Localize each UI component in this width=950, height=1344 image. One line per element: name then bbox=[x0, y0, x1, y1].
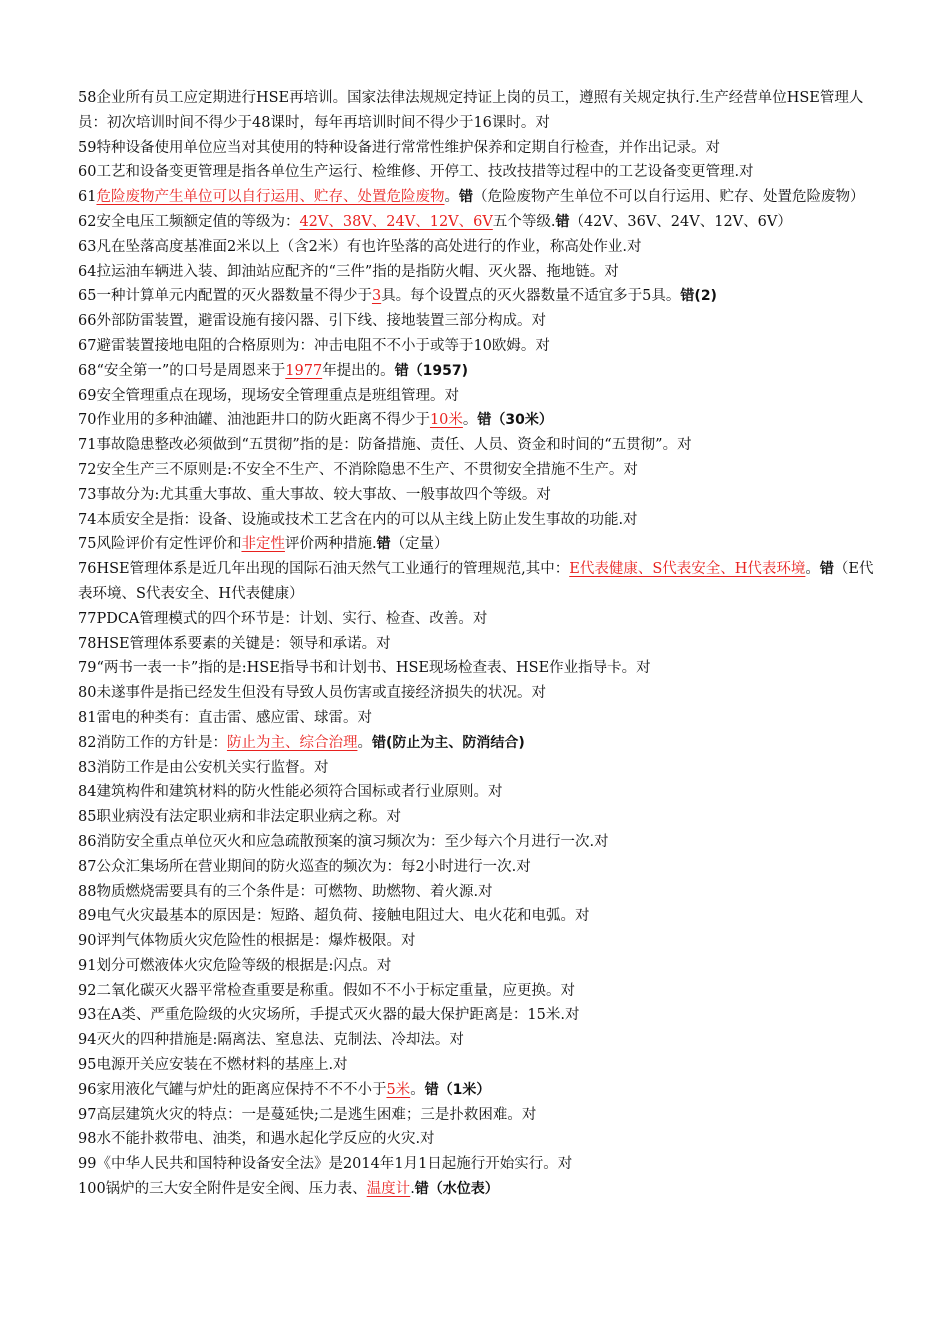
statement-text: 五个等级. bbox=[492, 213, 556, 230]
question-item-q62 bbox=[78, 210, 880, 235]
wrong-statement-text: 温度计 bbox=[366, 1181, 411, 1198]
wrong-statement-text: 5米 bbox=[386, 1081, 411, 1098]
statement-text: （危险废物产生单位不可以自行运用、贮存、处置危险废物） bbox=[472, 189, 865, 206]
question-item-q63 bbox=[78, 235, 880, 260]
statement-text: 65一种计算单元内配置的灭火器数量不得少于 bbox=[78, 288, 372, 305]
question-item-q66 bbox=[78, 309, 880, 334]
verdict-label: 错（30米） bbox=[477, 412, 553, 429]
statement-text: 67避雷装置接地电阻的合格原则为：冲击电阻不不小于或等于10欧姆。对 bbox=[78, 337, 550, 354]
question-item-q81 bbox=[78, 706, 880, 731]
question-item-q84 bbox=[78, 780, 880, 805]
question-item-q70 bbox=[78, 408, 880, 433]
statement-text: 63凡在坠落高度基准面2米以上（含2米）有也许坠落的高处进行的作业，称高处作业.对 bbox=[78, 238, 642, 255]
statement-text: 80未遂事件是指已经发生但没有导致人员伤害或直接经济损失的状况。对 bbox=[78, 685, 546, 702]
question-item-q69 bbox=[78, 384, 880, 409]
statement-text: （42V、36V、24V、12V、6V） bbox=[569, 213, 792, 230]
statement-text: 81雷电的种类有：直击雷、感应雷、球雷。对 bbox=[78, 709, 372, 726]
statement-text: 75风险评价有定性评价和 bbox=[78, 536, 242, 553]
statement-text: （E代表环境、S代表安全、H代表健康） bbox=[78, 561, 874, 602]
statement-text: 92二氧化碳灭火器平常检查重要是称重。假如不不小于标定重量，应更换。对 bbox=[78, 982, 575, 999]
question-item-q100 bbox=[78, 1177, 880, 1202]
question-item-q78 bbox=[78, 632, 880, 657]
wrong-statement-text: E代表健康、S代表安全、H代表环境 bbox=[569, 561, 806, 578]
verdict-label: 错（1957) bbox=[394, 362, 469, 379]
verdict-label: 错 bbox=[819, 561, 834, 578]
statement-text: 77PDCA管理模式的四个环节是：计划、实行、检查、改善。对 bbox=[78, 610, 488, 627]
statement-text: 66外部防雷装置，避雷设施有接闪器、引下线、接地装置三部分构成。对 bbox=[78, 313, 546, 330]
wrong-statement-text: 10米 bbox=[429, 412, 463, 429]
statement-text: 73事故分为:尤其重大事故、重大事故、较大事故、一般事故四个等级。对 bbox=[78, 486, 551, 503]
question-item-q77 bbox=[78, 607, 880, 632]
statement-text: 85职业病没有法定职业病和非法定职业病之称。对 bbox=[78, 809, 401, 826]
statement-text: 具。每个设置点的灭火器数量不适宜多于5具。 bbox=[381, 288, 681, 305]
statement-text: 60工艺和设备变更管理是指各单位生产运行、检维修、开停工、技改技措等过程中的工艺设备变更管理.对 bbox=[78, 164, 754, 181]
statement-text: 83消防工作是由公安机关实行监督。对 bbox=[78, 759, 329, 776]
wrong-statement-text: 42V、38V、24V、12V、6V bbox=[299, 213, 493, 230]
question-item-q75 bbox=[78, 532, 880, 557]
question-item-q88 bbox=[78, 880, 880, 905]
statement-text: 98水不能扑救带电、油类，和遇水起化学反应的火灾.对 bbox=[78, 1131, 435, 1148]
statement-text: 95电源开关应安装在不燃材料的基座上.对 bbox=[78, 1057, 348, 1074]
verdict-label: 错（水位表） bbox=[414, 1181, 499, 1198]
statement-text: 79“两书一表一卡”指的是:HSE指导书和计划书、HSE现场检查表、HSE作业指导卡。对 bbox=[78, 660, 651, 677]
statement-text: 90评判气体物质火灾危险性的根据是：爆炸极限。对 bbox=[78, 933, 416, 950]
statement-text: 69安全管理重点在现场，现场安全管理重点是班组管理。对 bbox=[78, 387, 459, 404]
statement-text: 84建筑构件和建筑材料的防火性能必须符合国标或者行业原则。对 bbox=[78, 784, 503, 801]
question-item-q98 bbox=[78, 1127, 880, 1152]
statement-text: 58企业所有员工应定期进行HSE再培训。国家法律法规规定持证上岗的员工，遵照有关规定执行.生产经营单位HSE管理人员：初次培训时间不得少于48课时，每年再培训时间不得少于16课时。对 bbox=[78, 90, 864, 131]
question-item-q96 bbox=[78, 1078, 880, 1103]
statement-text: 59特种设备使用单位应当对其使用的特种设备进行常常性维护保养和定期自行检查，并作出记录。对 bbox=[78, 139, 720, 156]
statement-text: 99《中华人民共和国特种设备安全法》是2014年1月1日起施行开始实行。对 bbox=[78, 1156, 573, 1173]
verdict-label: 错 bbox=[376, 536, 391, 553]
question-item-q80 bbox=[78, 681, 880, 706]
question-item-q89 bbox=[78, 904, 880, 929]
wrong-statement-text: 非定性 bbox=[241, 536, 285, 553]
statement-text: 71事故隐患整改必须做到“五贯彻”指的是：防备措施、责任、人员、资金和时间的“五贯彻”。对 bbox=[78, 437, 692, 454]
statement-text: 97高层建筑火灾的特点：一是蔓延快;二是逃生困难；三是扑救困难。对 bbox=[78, 1106, 537, 1123]
question-item-q76 bbox=[78, 557, 880, 607]
statement-text: 68“安全第一”的口号是周恩来于 bbox=[78, 362, 286, 379]
question-item-q64 bbox=[78, 260, 880, 285]
question-item-q73 bbox=[78, 483, 880, 508]
statement-text: 91划分可燃液体火灾危险等级的根据是:闪点。对 bbox=[78, 957, 392, 974]
statement-text: 89电气火灾最基本的原因是：短路、超负荷、接触电阻过大、电火花和电弧。对 bbox=[78, 908, 590, 925]
statement-text: 62安全电压工频额定值的等级为： bbox=[78, 213, 300, 230]
wrong-statement-text: 防止为主、综合治理 bbox=[226, 734, 358, 751]
wrong-statement-text: 3 bbox=[371, 288, 382, 305]
statement-text: （定量） bbox=[390, 536, 449, 553]
verdict-label: 错 bbox=[458, 189, 473, 206]
wrong-statement-text: 危险废物产生单位可以自行运用、贮存、处置危险废物 bbox=[96, 189, 445, 206]
question-item-q74 bbox=[78, 508, 880, 533]
statement-text: 。 bbox=[462, 412, 478, 429]
question-item-q71 bbox=[78, 433, 880, 458]
statement-text: 86消防安全重点单位灭火和应急疏散预案的演习频次为：至少每六个月进行一次.对 bbox=[78, 833, 609, 850]
statement-text: . bbox=[410, 1181, 415, 1198]
statement-text: 93在A类、严重危险级的火灾场所，手提式灭火器的最大保护距离是：15米.对 bbox=[78, 1007, 580, 1024]
question-item-q95 bbox=[78, 1053, 880, 1078]
statement-text: 72安全生产三不原则是:不安全不生产、不消除隐患不生产、不贯彻安全措施不生产。对 bbox=[78, 461, 638, 478]
question-item-q59 bbox=[78, 136, 880, 161]
question-item-q93 bbox=[78, 1003, 880, 1028]
statement-text: 82消防工作的方针是： bbox=[78, 734, 227, 751]
question-item-q92 bbox=[78, 979, 880, 1004]
question-item-q68 bbox=[78, 359, 880, 384]
question-item-q86 bbox=[78, 830, 880, 855]
verdict-label: 错 bbox=[555, 213, 570, 230]
question-item-q67 bbox=[78, 334, 880, 359]
question-item-q83 bbox=[78, 756, 880, 781]
question-item-q60 bbox=[78, 160, 880, 185]
question-item-q87 bbox=[78, 855, 880, 880]
statement-text: 74本质安全是指：设备、设施或技术工艺含在内的可以从主线上防止发生事故的功能.对 bbox=[78, 511, 638, 528]
statement-text: 年提出的。 bbox=[322, 362, 395, 379]
statement-text: 。 bbox=[410, 1081, 425, 1098]
statement-text: 。 bbox=[444, 189, 459, 206]
wrong-statement-text: 1977 bbox=[285, 362, 323, 379]
statement-text: 94灭火的四种措施是:隔离法、窒息法、克制法、冷却法。对 bbox=[78, 1032, 464, 1049]
statement-text: 87公众汇集场所在营业期间的防火巡查的频次为：每2小时进行一次.对 bbox=[78, 858, 531, 875]
question-item-q94 bbox=[78, 1028, 880, 1053]
statement-text: 96家用液化气罐与炉灶的距离应保持不不不小于 bbox=[78, 1081, 387, 1098]
question-item-q61 bbox=[78, 185, 880, 210]
question-item-q72 bbox=[78, 458, 880, 483]
question-item-q82 bbox=[78, 731, 880, 756]
question-item-q91 bbox=[78, 954, 880, 979]
statement-text: 70作业用的多种油罐、油池距井口的防火距离不得少于 bbox=[78, 412, 430, 429]
question-item-q79 bbox=[78, 656, 880, 681]
question-item-q90 bbox=[78, 929, 880, 954]
question-item-q65 bbox=[78, 284, 880, 309]
statement-text: 100锅炉的三大安全附件是安全阀、压力表、 bbox=[78, 1181, 367, 1198]
statement-text: 。 bbox=[357, 734, 372, 751]
statement-text: 61 bbox=[78, 189, 97, 206]
statement-text: 78HSE管理体系要素的关键是：领导和承诺。对 bbox=[78, 635, 391, 652]
question-item-q97 bbox=[78, 1103, 880, 1128]
statement-text: 88物质燃烧需要具有的三个条件是：可燃物、助燃物、着火源.对 bbox=[78, 883, 493, 900]
verdict-label: 错（1米） bbox=[424, 1081, 491, 1098]
question-item-q85 bbox=[78, 805, 880, 830]
verdict-label: 错(防止为主、防消结合) bbox=[371, 734, 525, 751]
statement-text: 。 bbox=[805, 561, 820, 578]
statement-text: 76HSE管理体系是近几年出现的国际石油天然气工业通行的管理规范,其中： bbox=[78, 561, 570, 578]
question-item-q99 bbox=[78, 1152, 880, 1177]
verdict-label: 错(2) bbox=[680, 288, 717, 305]
statement-text: 64拉运油车辆进入装、卸油站应配齐的“三件”指的是指防火帽、灭火器、拖地链。对 bbox=[78, 263, 619, 280]
statement-text: 评价两种措施. bbox=[284, 536, 377, 553]
question-item-q58 bbox=[78, 86, 880, 136]
